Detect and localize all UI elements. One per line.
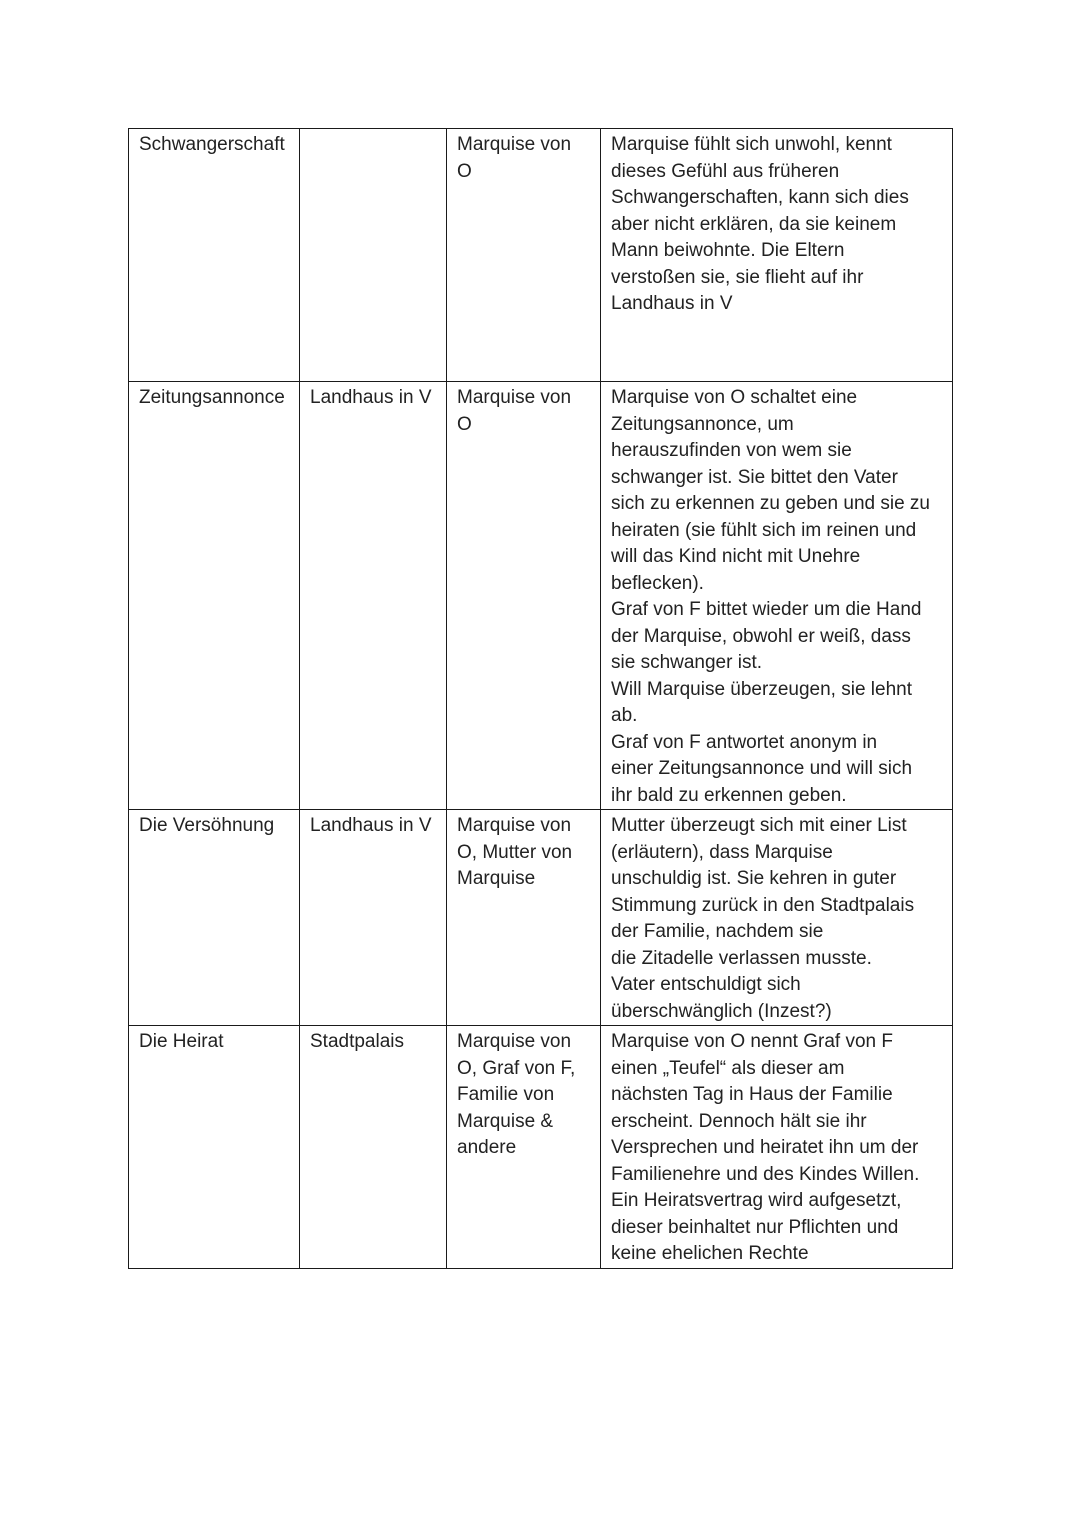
content-cell: Marquise von O nennt Graf von F einen „Teufel“ als dieser am nächsten Tag in Haus der Familie erscheint. Dennoch hält sie ihr Versprechen und heiratet ihn um der Familienehre und des Kindes Willen. Ein Heiratsvertrag wird aufgesetzt, dieser beinhaltet nur Pflichten und keine ehelichen Rechte bbox=[601, 1026, 953, 1269]
table-row bbox=[129, 810, 953, 1026]
content-cell: Marquise fühlt sich unwohl, kennt dieses Gefühl aus früheren Schwangerschaften, kann sich dies aber nicht erklären, da sie keinem Mann beiwohnte. Die Eltern verstoßen sie, sie flieht auf ihr Landhaus in V bbox=[601, 129, 953, 382]
place-cell bbox=[300, 129, 447, 382]
table-row bbox=[129, 129, 953, 382]
persons-cell: Marquise von O, Graf von F, Familie von Marquise & andere bbox=[447, 1026, 601, 1269]
content-cell: Marquise von O schaltet eine Zeitungsannonce, um herauszufinden von wem sie schwanger ist. Sie bittet den Vater sich zu erkennen zu geben und sie zu heiraten (sie fühlt sich im reinen und will das Kind nicht mit Unehre beflecken). Graf von F bittet wieder um die Hand der Marquise, obwohl er weiß, dass sie schwanger ist. Will Marquise überzeugen, sie lehnt ab. Graf von F antwortet anonym in einer Zeitungsannonce und will sich ihr bald zu erkennen geben. bbox=[601, 382, 953, 810]
place-cell: Stadtpalais bbox=[300, 1026, 447, 1269]
content-cell: Mutter überzeugt sich mit einer List (erläutern), dass Marquise unschuldig ist. Sie kehren in guter Stimmung zurück in den Stadtpalais der Familie, nachdem sie die Zitadelle verlassen musste. Vater entschuldigt sich überschwänglich (Inzest?) bbox=[601, 810, 953, 1026]
place-cell: Landhaus in V bbox=[300, 382, 447, 810]
table-row bbox=[129, 382, 953, 810]
persons-cell: Marquise von O bbox=[447, 129, 601, 382]
table-row bbox=[129, 1026, 953, 1269]
place-cell: Landhaus in V bbox=[300, 810, 447, 1026]
scene-table bbox=[128, 128, 953, 1269]
scene-cell: Zeitungsannonce bbox=[129, 382, 300, 810]
scene-cell: Die Heirat bbox=[129, 1026, 300, 1269]
persons-cell: Marquise von O bbox=[447, 382, 601, 810]
scene-cell: Die Versöhnung bbox=[129, 810, 300, 1026]
persons-cell: Marquise von O, Mutter von Marquise bbox=[447, 810, 601, 1026]
scene-cell: Schwangerschaft bbox=[129, 129, 300, 382]
